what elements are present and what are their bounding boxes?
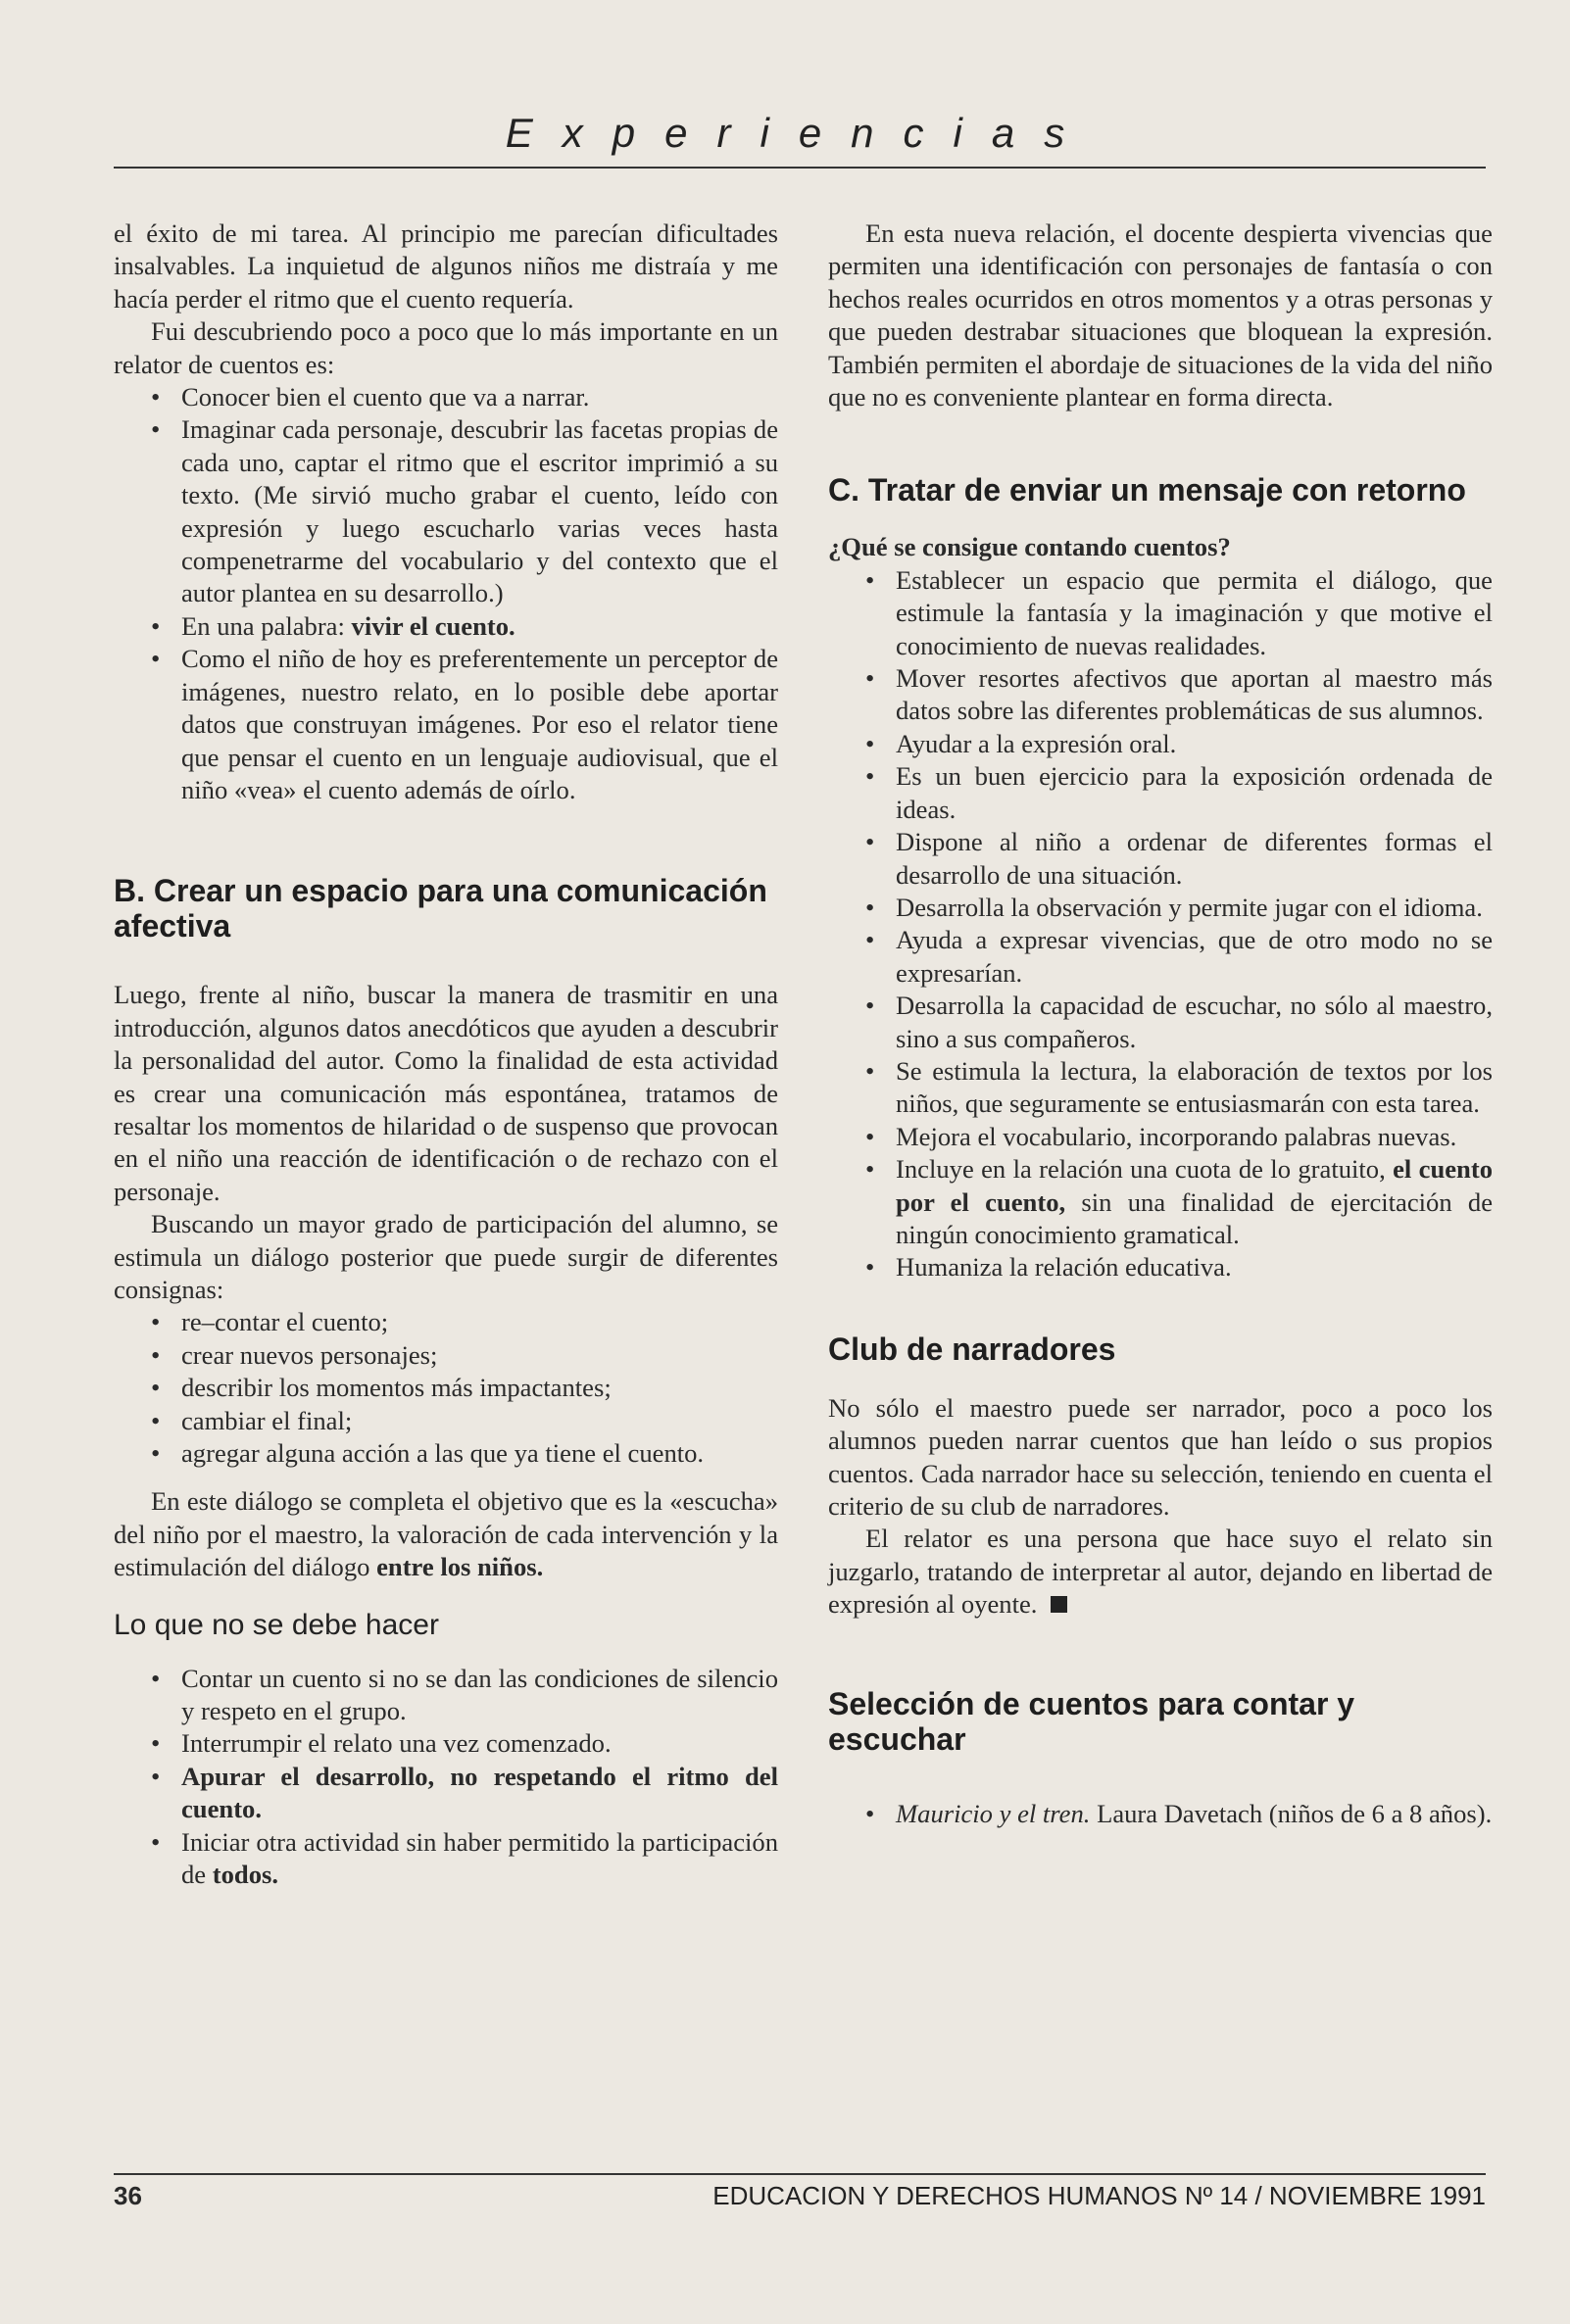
paragraph-text: El relator es una persona que hace suyo el relato sin juzgarlo, tratando de interpretar al autor, dejando en libertad de expresión al oyente.	[828, 1524, 1493, 1620]
paragraph-text-bold: entre los niños.	[376, 1552, 544, 1582]
right-column	[828, 218, 1493, 1830]
footer-rule	[114, 2173, 1486, 2175]
running-header: Experiencias	[505, 110, 1095, 156]
section-heading-club: Club de narradores	[828, 1331, 1116, 1367]
question-heading: ¿Qué se consigue contando cuentos?	[828, 532, 1231, 562]
list-item: • Es un buen ejercicio para la exposición ordenada de ideas.	[828, 760, 1493, 826]
list-item	[114, 1826, 778, 1892]
paragraph: el éxito de mi tarea. Al principio me parecían dificultades insalvables. La inquietud de algunos niños me distraía y me hacía perder el ritmo que el cuento requería.	[114, 218, 778, 314]
list-item: • re–contar el cuento;	[114, 1306, 778, 1338]
subheading-lo-que-no: Lo que no se debe hacer	[114, 1608, 439, 1641]
paragraph-text: En este diálogo se completa el objetivo que es la «escucha» del niño por el maestro, la valoración de cada intervención y la estimulación del diálogo	[114, 1486, 778, 1582]
list-item: • cambiar el final;	[114, 1405, 778, 1437]
section-heading-seleccion: Selección de cuentos para contar y escuchar	[828, 1685, 1355, 1757]
list-item: • Imaginar cada personaje, descubrir las facetas propias de cada uno, captar el ritmo que el escritor imprimió a su texto. (Me sirvió mucho grabar el cuento, leído con expresión y luego escucharlo varias veces hasta compenetrarme del vocabulario y del contexto que el autor plantea en su desarrollo.)	[114, 413, 778, 609]
list-text-bold: todos.	[212, 1860, 278, 1890]
left-column	[114, 218, 778, 1891]
paragraph	[828, 1523, 1493, 1621]
list-item: • agregar alguna acción a las que ya tiene el cuento.	[114, 1437, 778, 1470]
list-item: • Contar un cuento si no se dan las condiciones de silencio y respeto en el grupo.	[114, 1663, 778, 1728]
paragraph	[114, 1485, 778, 1583]
list-item: • Humaniza la relación educativa.	[828, 1251, 1493, 1283]
paragraph: Luego, frente al niño, buscar la manera de trasmitir en una introducción, algunos datos anecdóticos que ayuden a descubrir la personalidad del autor. Como la finalidad de esta actividad es crear una comunicación más espontánea, tratamos de resaltar los momentos de hilaridad o de suspenso que provocan en el niño una reacción de identificación o de rechazo con el personaje.	[114, 980, 778, 1206]
benefits-list	[828, 564, 1493, 1284]
list-item: • Mejora el vocabulario, incorporando palabras nuevas.	[828, 1121, 1493, 1153]
consignas-list	[114, 1306, 778, 1470]
paragraph: No sólo el maestro puede ser narrador, poco a poco los alumnos pueden narrar cuentos que han leído o sus propios cuentos. Cada narrador hace su selección, teniendo en cuenta el criterio de su club de narradores.	[828, 1392, 1493, 1521]
list-item: • Mover resortes afectivos que aportan al maestro más datos sobre las diferentes problemáticas de sus alumnos.	[828, 662, 1493, 728]
list-item	[828, 1153, 1493, 1251]
paragraph: Fui descubriendo poco a poco que lo más importante en un relator de cuentos es:	[114, 316, 778, 379]
list-text-bold: vivir el cuento.	[351, 610, 515, 641]
list-item: • Como el niño de hoy es preferentemente un perceptor de imágenes, nuestro relato, en lo posible debe aportar datos que construyan imágenes. Por eso el relator tiene que pensar el cuento en un lenguaje audiovisual, que el niño «vea» el cuento además de oírlo.	[114, 643, 778, 806]
list-item: • Establecer un espacio que permita el diálogo, que estimule la fantasía y la imaginación y que motive el conocimiento de nuevas realidades.	[828, 564, 1493, 662]
list-item: • Se estimula la lectura, la elaboración de textos por los niños, que seguramente se entusiasmarán con esta tarea.	[828, 1055, 1493, 1121]
list-item: • Ayuda a expresar vivencias, que de otro modo no se expresarían.	[828, 924, 1493, 990]
list-text: Incluye en la relación una cuota de lo gratuito,	[896, 1154, 1394, 1185]
list-item: • Ayudar a la expresión oral.	[828, 728, 1493, 760]
list-item	[114, 1761, 778, 1826]
selection-list	[828, 1798, 1493, 1830]
list-text-bold: el cuento por el cuento,	[896, 1154, 1493, 1217]
end-of-article-mark	[1051, 1596, 1067, 1613]
relator-list	[114, 381, 778, 806]
list-text: Iniciar otra actividad sin haber permitido la participación de	[181, 1826, 778, 1890]
list-text: sin una finalidad de ejercitación de ningún conocimiento gramatical.	[896, 1186, 1493, 1249]
section-heading-c: C. Tratar de enviar un mensaje con retorno	[828, 472, 1466, 508]
page-number: 36	[114, 2181, 142, 2210]
publication-info: EDUCACION Y DERECHOS HUMANOS Nº 14 / NOVIEMBRE 1991	[712, 2181, 1486, 2210]
list-text-bold: Apurar el desarrollo, no respetando el ritmo del cuento.	[181, 1761, 778, 1824]
list-item	[828, 1798, 1493, 1830]
book-title: Mauricio y el tren.	[896, 1798, 1091, 1828]
header-rule	[114, 167, 1486, 169]
no-hacer-list	[114, 1663, 778, 1892]
list-item: • Desarrolla la capacidad de escuchar, no sólo al maestro, sino a sus compañeros.	[828, 990, 1493, 1055]
list-item: • crear nuevos personajes;	[114, 1339, 778, 1372]
list-item	[114, 610, 778, 643]
list-item: • Dispone al niño a ordenar de diferentes formas el desarrollo de una situación.	[828, 826, 1493, 892]
list-item: • describir los momentos más impactantes;	[114, 1372, 778, 1404]
list-item: • Conocer bien el cuento que va a narrar.	[114, 381, 778, 413]
paragraph: Buscando un mayor grado de participación del alumno, se estimula un diálogo posterior que puede surgir de diferentes consignas:	[114, 1209, 778, 1304]
list-item: • Interrumpir el relato una vez comenzado.	[114, 1727, 778, 1760]
section-heading-b: B. Crear un espacio para una comunicación afectiva	[114, 873, 767, 944]
list-text: Laura Davetach (niños de 6 a 8 años).	[1090, 1798, 1493, 1828]
list-item: • Desarrolla la observación y permite jugar con el idioma.	[828, 892, 1493, 924]
paragraph: En esta nueva relación, el docente despierta vivencias que permiten una identificación con personajes de fantasía o con hechos reales ocurridos en otros momentos y a otras personas y que pueden destrabar situaciones que bloquean la expresión. También permiten el abordaje de situaciones de la vida del niño que no es conveniente plantear en forma directa.	[828, 218, 1493, 412]
list-text: En una palabra:	[181, 610, 352, 641]
